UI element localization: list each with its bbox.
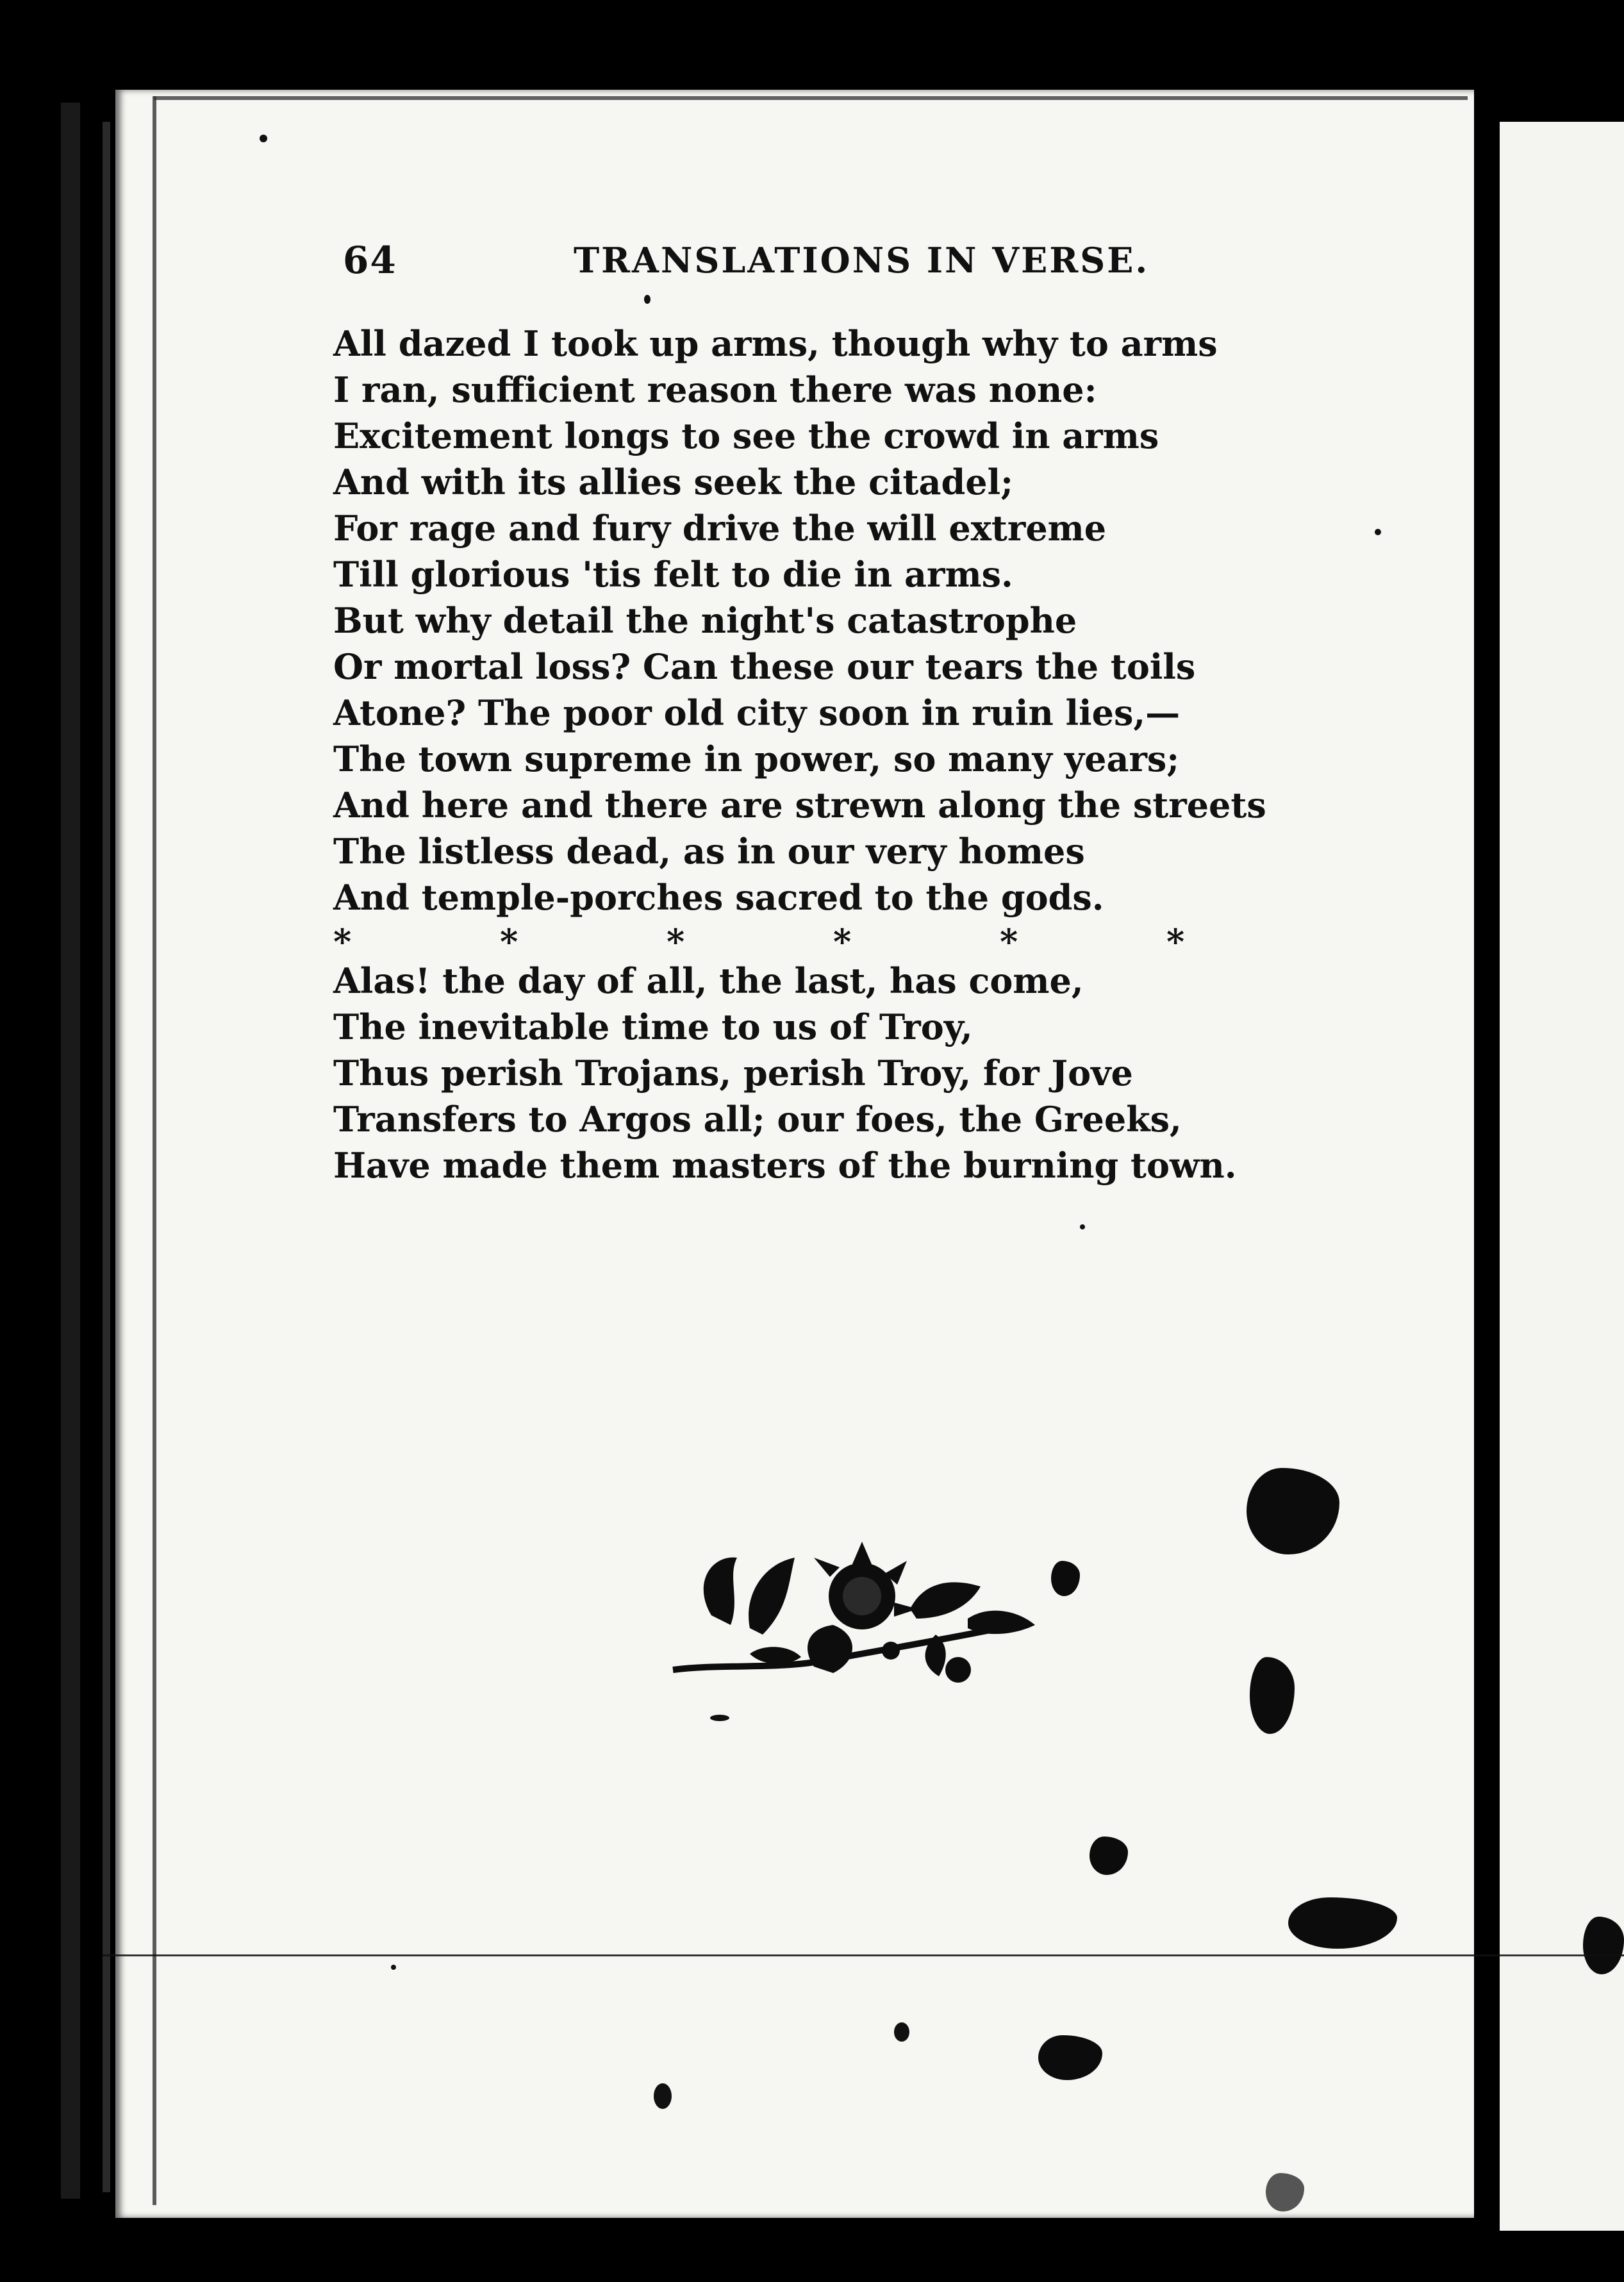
verse-line: Have made them masters of the burning town. bbox=[333, 1145, 1237, 1186]
verse-line: And with its allies seek the citadel; bbox=[333, 462, 1014, 503]
verse-line: Till glorious 'tis felt to die in arms. bbox=[333, 554, 1013, 595]
verse-line: And temple-porches sacred to the gods. bbox=[333, 877, 1104, 918]
section-break-asterisks bbox=[333, 920, 1243, 962]
verse-line: Atone? The poor old city soon in ruin lies,— bbox=[333, 692, 1181, 733]
scanner-line bbox=[103, 1954, 1624, 1956]
ink-speck bbox=[260, 135, 267, 142]
verse-body bbox=[333, 321, 1266, 1188]
asterisk: * bbox=[833, 921, 852, 962]
verse-line: I ran, sufficient reason there was none: bbox=[333, 369, 1097, 410]
adjacent-page bbox=[1500, 122, 1624, 2231]
verse-line: The listless dead, as in our very homes bbox=[333, 831, 1085, 872]
book-spine bbox=[61, 103, 80, 2199]
verse-line: Excitement longs to see the crowd in arms bbox=[333, 415, 1159, 456]
ink-speck bbox=[391, 1965, 396, 1970]
verse-line: Alas! the day of all, the last, has come, bbox=[333, 960, 1084, 1001]
verse-line: Transfers to Argos all; our foes, the Greeks, bbox=[333, 1099, 1182, 1140]
verse-line: The inevitable time to us of Troy, bbox=[333, 1006, 973, 1047]
verse-line: Thus perish Trojans, perish Troy, for Jove bbox=[333, 1053, 1133, 1094]
floral-tailpiece-icon bbox=[667, 1538, 1045, 1692]
gutter bbox=[1474, 0, 1500, 2282]
asterisk: * bbox=[1166, 921, 1185, 962]
ink-speck bbox=[654, 2083, 672, 2109]
page-top-border bbox=[154, 96, 1468, 100]
page-left-border bbox=[153, 96, 156, 2205]
verse-line: But why detail the night's catastrophe bbox=[333, 600, 1077, 641]
running-head bbox=[343, 231, 1150, 288]
asterisk: * bbox=[667, 921, 685, 962]
running-title: TRANSLATIONS IN VERSE. bbox=[574, 240, 1150, 281]
ink-speck bbox=[894, 2022, 909, 2042]
ink-speck bbox=[1375, 529, 1381, 535]
page-stack-edge bbox=[103, 122, 110, 2192]
verse-line: For rage and fury drive the will extreme bbox=[333, 508, 1107, 549]
verse-line: The town supreme in power, so many years; bbox=[333, 738, 1180, 779]
page-number: 64 bbox=[343, 238, 397, 282]
ink-speck bbox=[644, 295, 650, 304]
ink-speck bbox=[710, 1715, 729, 1721]
stanza-2 bbox=[333, 958, 1243, 1188]
verse-line: And here and there are strewn along the streets bbox=[333, 785, 1266, 826]
stanza-1 bbox=[333, 321, 1266, 920]
asterisk: * bbox=[500, 921, 518, 962]
verse-line: Or mortal loss? Can these our tears the toils bbox=[333, 646, 1196, 687]
asterisk: * bbox=[1000, 921, 1018, 962]
verse-line: All dazed I took up arms, though why to arms bbox=[333, 323, 1218, 364]
asterisk: * bbox=[333, 921, 352, 962]
ink-speck bbox=[1080, 1224, 1085, 1229]
